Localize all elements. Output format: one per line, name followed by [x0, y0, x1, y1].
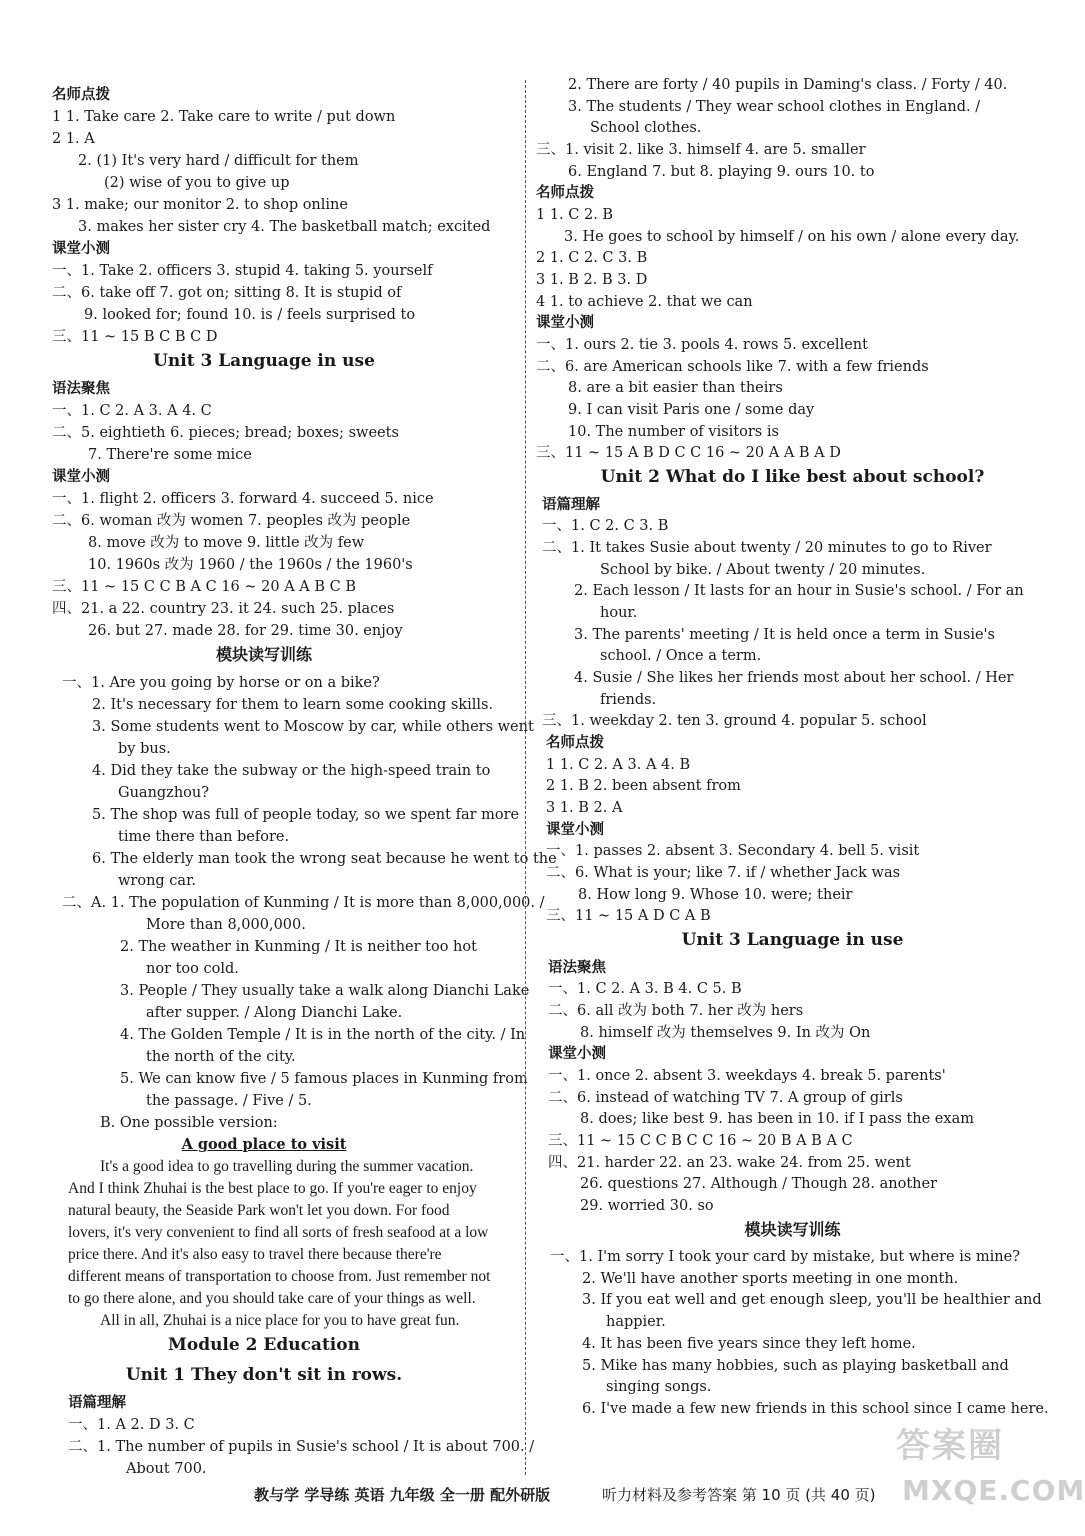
answer-line: 8. himself 改为 themselves 9. In 改为 On	[580, 1024, 871, 1041]
watermark-logo	[896, 1408, 1085, 1524]
essay-title: A good place to visit	[181, 1136, 347, 1153]
answer-line: About 700.	[126, 1461, 207, 1477]
answer-line: 一、1. C 2. A 3. B 4. C 5. B	[548, 981, 742, 998]
answer-line: 三、11 ~ 15 C C B C C 16 ~ 20 B A B A C	[548, 1132, 853, 1149]
answer-line: 3. If you eat well and get enough sleep, you'll be healthier and	[582, 1292, 1042, 1309]
answer-line: 8. How long 9. Whose 10. were; their	[578, 886, 853, 903]
answer-line: 二、5. eightieth 6. pieces; bread; boxes; sweets	[52, 425, 399, 441]
answer-line: friends.	[600, 691, 657, 708]
essay-line: And I think Zhuhai is the best place to go. If you're eager to enjoy	[68, 1180, 477, 1197]
answer-line: School by bike. / About twenty / 20 minutes.	[600, 561, 926, 578]
essay-line: different means of transportation to choose from. Just remember not	[68, 1268, 491, 1285]
answer-line: 2. It's necessary for them to learn some cooking skills.	[92, 697, 494, 713]
answer-line: happier.	[606, 1314, 666, 1331]
answer-line: 三、11 ~ 15 B C B C D	[52, 329, 218, 345]
answer-line: the north of the city.	[146, 1049, 296, 1065]
answer-line: 8. does; like best 9. has been in 10. if I pass the exam	[580, 1111, 974, 1128]
answer-line: 三、11 ~ 15 A B D C C 16 ~ 20 A A B A D	[536, 445, 841, 462]
answer-line: 四、21. harder 22. an 23. wake 24. from 25. went	[548, 1154, 911, 1171]
answer-line: 29. worried 30. so	[580, 1197, 714, 1214]
essay-line: All in all, Zhuhai is a nice place for you to have great fun.	[100, 1312, 460, 1329]
unit-title: Unit 1 They don't sit in rows.	[125, 1365, 403, 1385]
answer-line: 4. Did they take the subway or the high-speed train to	[92, 763, 491, 779]
answer-line: 四、21. a 22. country 23. it 24. such 25. places	[52, 601, 395, 617]
essay-line: price there. And it's also easy to travel there because there're	[68, 1246, 442, 1263]
section-heading: 名师点拨	[52, 87, 110, 103]
right-column	[528, 0, 1057, 1536]
answer-line: 4. Susie / She likes her friends most about her school. / Her	[574, 669, 1014, 686]
answer-line: 2. There are forty / 40 pupils in Daming's class. / Forty / 40.	[568, 77, 1008, 93]
answer-line: 一、1. once 2. absent 3. weekdays 4. break 5. parents'	[548, 1067, 946, 1084]
answer-line: 3. makes her sister cry 4. The basketball match; excited	[78, 219, 491, 235]
answer-line: 3. Some students went to Moscow by car, while others went	[92, 719, 534, 735]
answer-line: 二、6. woman 改为 women 7. peoples 改为 people	[52, 513, 411, 529]
footer-page-info: 听力材料及参考答案 第 10 页 (共 40 页)	[602, 1486, 876, 1504]
answer-line: 1 1. C 2. B	[536, 207, 614, 224]
answer-line: 二、1. The number of pupils in Susie's school / It is about 700. /	[68, 1439, 535, 1455]
module-title: 模块读写训练	[744, 1219, 841, 1239]
section-heading: 课堂小测	[548, 1046, 606, 1063]
answer-line: 二、6. What is your; like 7. if / whether Jack was	[546, 865, 901, 881]
answer-line: 8. move 改为 to move 9. little 改为 few	[88, 535, 365, 551]
answer-line: B. One possible version:	[100, 1115, 278, 1131]
answer-line: 一、1. C 2. A 3. A 4. C	[52, 403, 212, 419]
answer-line: wrong car.	[118, 873, 197, 889]
answer-line: 3. The students / They wear school clothes in England. /	[568, 98, 981, 115]
answer-line: 2 1. C 2. C 3. B	[536, 250, 648, 267]
answer-line: 二、6. instead of watching TV 7. A group of girls	[548, 1089, 903, 1106]
answer-line: 26. questions 27. Although / Though 28. another	[580, 1176, 937, 1193]
answer-line: 三、11 ~ 15 A D C A B	[546, 908, 711, 925]
answer-line: School clothes.	[590, 120, 702, 137]
section-heading: 名师点拨	[546, 734, 604, 751]
column-divider	[525, 80, 526, 1475]
answer-line: 4 1. to achieve 2. that we can	[536, 293, 753, 310]
answer-line: 2. (1) It's very hard / difficult for them	[78, 153, 359, 169]
answer-line: 26. but 27. made 28. for 29. time 30. enjoy	[88, 623, 403, 639]
answer-line: 三、11 ~ 15 C C B A C 16 ~ 20 A A B C B	[52, 579, 356, 595]
answer-line: 1 1. C 2. A 3. A 4. B	[546, 756, 691, 773]
answer-line: 3. The parents' meeting / It is held once a term in Susie's	[574, 626, 995, 643]
answer-line: 9. looked for; found 10. is / feels surprised to	[84, 307, 416, 323]
answer-line: 5. Mike has many hobbies, such as playing basketball and	[582, 1357, 1009, 1374]
answer-line: 2. The weather in Kunming / It is neither too hot	[120, 939, 477, 955]
answer-line: 2. Each lesson / It lasts for an hour in Susie's school. / For an	[574, 583, 1024, 600]
answer-line: 1 1. Take care 2. Take care to write / put down	[52, 109, 396, 125]
answer-line: 二、1. It takes Susie about twenty / 20 minutes to go to River	[542, 539, 992, 556]
answer-line: 2. We'll have another sports meeting in one month.	[582, 1270, 959, 1287]
answer-line: school. / Once a term.	[600, 648, 762, 665]
unit-title: Unit 3 Language in use	[153, 351, 375, 371]
answer-line: 二、6. take off 7. got on; sitting 8. It is stupid of	[52, 285, 402, 301]
section-heading: 课堂小测	[52, 469, 110, 485]
answer-line: 2 1. B 2. been absent from	[546, 778, 741, 795]
answer-line: 3 1. make; our monitor 2. to shop online	[52, 197, 348, 213]
answer-line: the passage. / Five / 5.	[146, 1093, 312, 1109]
answer-line: by bus.	[118, 741, 171, 757]
answer-line: 3 1. B 2. A	[546, 799, 623, 816]
section-heading: 课堂小测	[52, 241, 110, 257]
section-heading: 语篇理解	[542, 496, 600, 513]
answer-line: 二、6. all 改为 both 7. her 改为 hers	[548, 1002, 804, 1019]
essay-line: natural beauty, the Seaside Park won't let you down. For food	[68, 1202, 450, 1219]
answer-line: 9. I can visit Paris one / some day	[568, 402, 815, 419]
unit-title: Module 2 Education	[168, 1335, 360, 1355]
section-heading: 语法聚焦	[548, 959, 606, 976]
answer-line: 7. There're some mice	[88, 447, 252, 463]
unit-title: Unit 2 What do I like best about school?	[600, 467, 985, 488]
answer-line: time there than before.	[118, 829, 290, 845]
section-heading: 语篇理解	[68, 1395, 126, 1411]
section-heading: 语法聚焦	[52, 381, 110, 397]
watermark-url: MXQE.COM	[902, 1474, 1085, 1507]
answer-line: 二、6. are American schools like 7. with a few friends	[536, 358, 929, 375]
answer-line: 10. 1960s 改为 1960 / the 1960s / the 1960's	[88, 557, 413, 573]
answer-line: 三、1. visit 2. like 3. himself 4. are 5. smaller	[536, 142, 866, 158]
answer-line: 5. We can know five / 5 famous places in Kunming from	[120, 1071, 528, 1087]
answer-line: Guangzhou?	[118, 785, 210, 801]
answer-line: 一、1. passes 2. absent 3. Secondary 4. bell 5. visit	[546, 843, 920, 860]
footer-brand: 教与学 学导练 英语 九年级 全一册 配外研版	[254, 1486, 551, 1504]
answer-line: after supper. / Along Dianchi Lake.	[146, 1005, 403, 1021]
answer-line: 三、1. weekday 2. ten 3. ground 4. popular 5. school	[542, 713, 927, 730]
section-heading: 课堂小测	[546, 821, 604, 838]
answer-line: 8. are a bit easier than theirs	[568, 380, 783, 397]
answer-line: 3. People / They usually take a walk along Dianchi Lake	[120, 983, 530, 999]
watermark-text: 答案圈	[896, 1426, 1004, 1466]
answer-line: 2 1. A	[52, 131, 95, 147]
answer-line: 4. The Golden Temple / It is in the north of the city. / In	[120, 1027, 526, 1043]
essay-line: lovers, it's very convenient to find all sorts of fresh seafood at a low	[68, 1224, 489, 1241]
answer-line: 一、1. flight 2. officers 3. forward 4. succeed 5. nice	[52, 491, 434, 507]
answer-line: 一、1. Are you going by horse or on a bike?	[62, 675, 380, 691]
unit-title: Unit 3 Language in use	[681, 930, 904, 950]
answer-line: (2) wise of you to give up	[104, 175, 290, 191]
essay-line: to go there alone, and you should take care of your things as well.	[68, 1290, 476, 1307]
answer-line: More than 8,000,000.	[146, 917, 306, 933]
answer-line: 4. It has been five years since they left home.	[582, 1335, 916, 1352]
answer-line: 一、1. I'm sorry I took your card by mistake, but where is mine?	[550, 1249, 1021, 1266]
section-heading: 名师点拨	[536, 185, 594, 202]
answer-line: 10. The number of visitors is	[568, 423, 779, 440]
answer-line: 6. The elderly man took the wrong seat because he went to the	[92, 851, 557, 867]
answer-line: 6. England 7. but 8. playing 9. ours 10. to	[568, 163, 875, 180]
answer-line: 二、A. 1. The population of Kunming / It is more than 8,000,000. /	[62, 895, 545, 911]
section-heading: 课堂小测	[536, 315, 594, 332]
answer-line: 3 1. B 2. B 3. D	[536, 272, 648, 289]
module-title: 模块读写训练	[215, 645, 312, 664]
essay-line: It's a good idea to go travelling during the summer vacation.	[100, 1158, 474, 1175]
answer-line: 3. He goes to school by himself / on his own / alone every day.	[564, 228, 1020, 245]
answer-line: nor too cold.	[146, 961, 239, 977]
answer-line: singing songs.	[606, 1379, 712, 1396]
answer-line: 一、1. ours 2. tie 3. pools 4. rows 5. excellent	[536, 337, 868, 354]
answer-line: 一、1. Take 2. officers 3. stupid 4. taking 5. yourself	[52, 263, 433, 279]
answer-line: hour.	[600, 604, 638, 621]
answer-line: 一、1. C 2. C 3. B	[542, 518, 669, 535]
answer-line: 5. The shop was full of people today, so we spent far more	[92, 807, 520, 823]
answer-line: 6. I've made a few new friends in this school since I came here.	[582, 1400, 1049, 1417]
answer-line: 一、1. A 2. D 3. C	[68, 1417, 195, 1433]
